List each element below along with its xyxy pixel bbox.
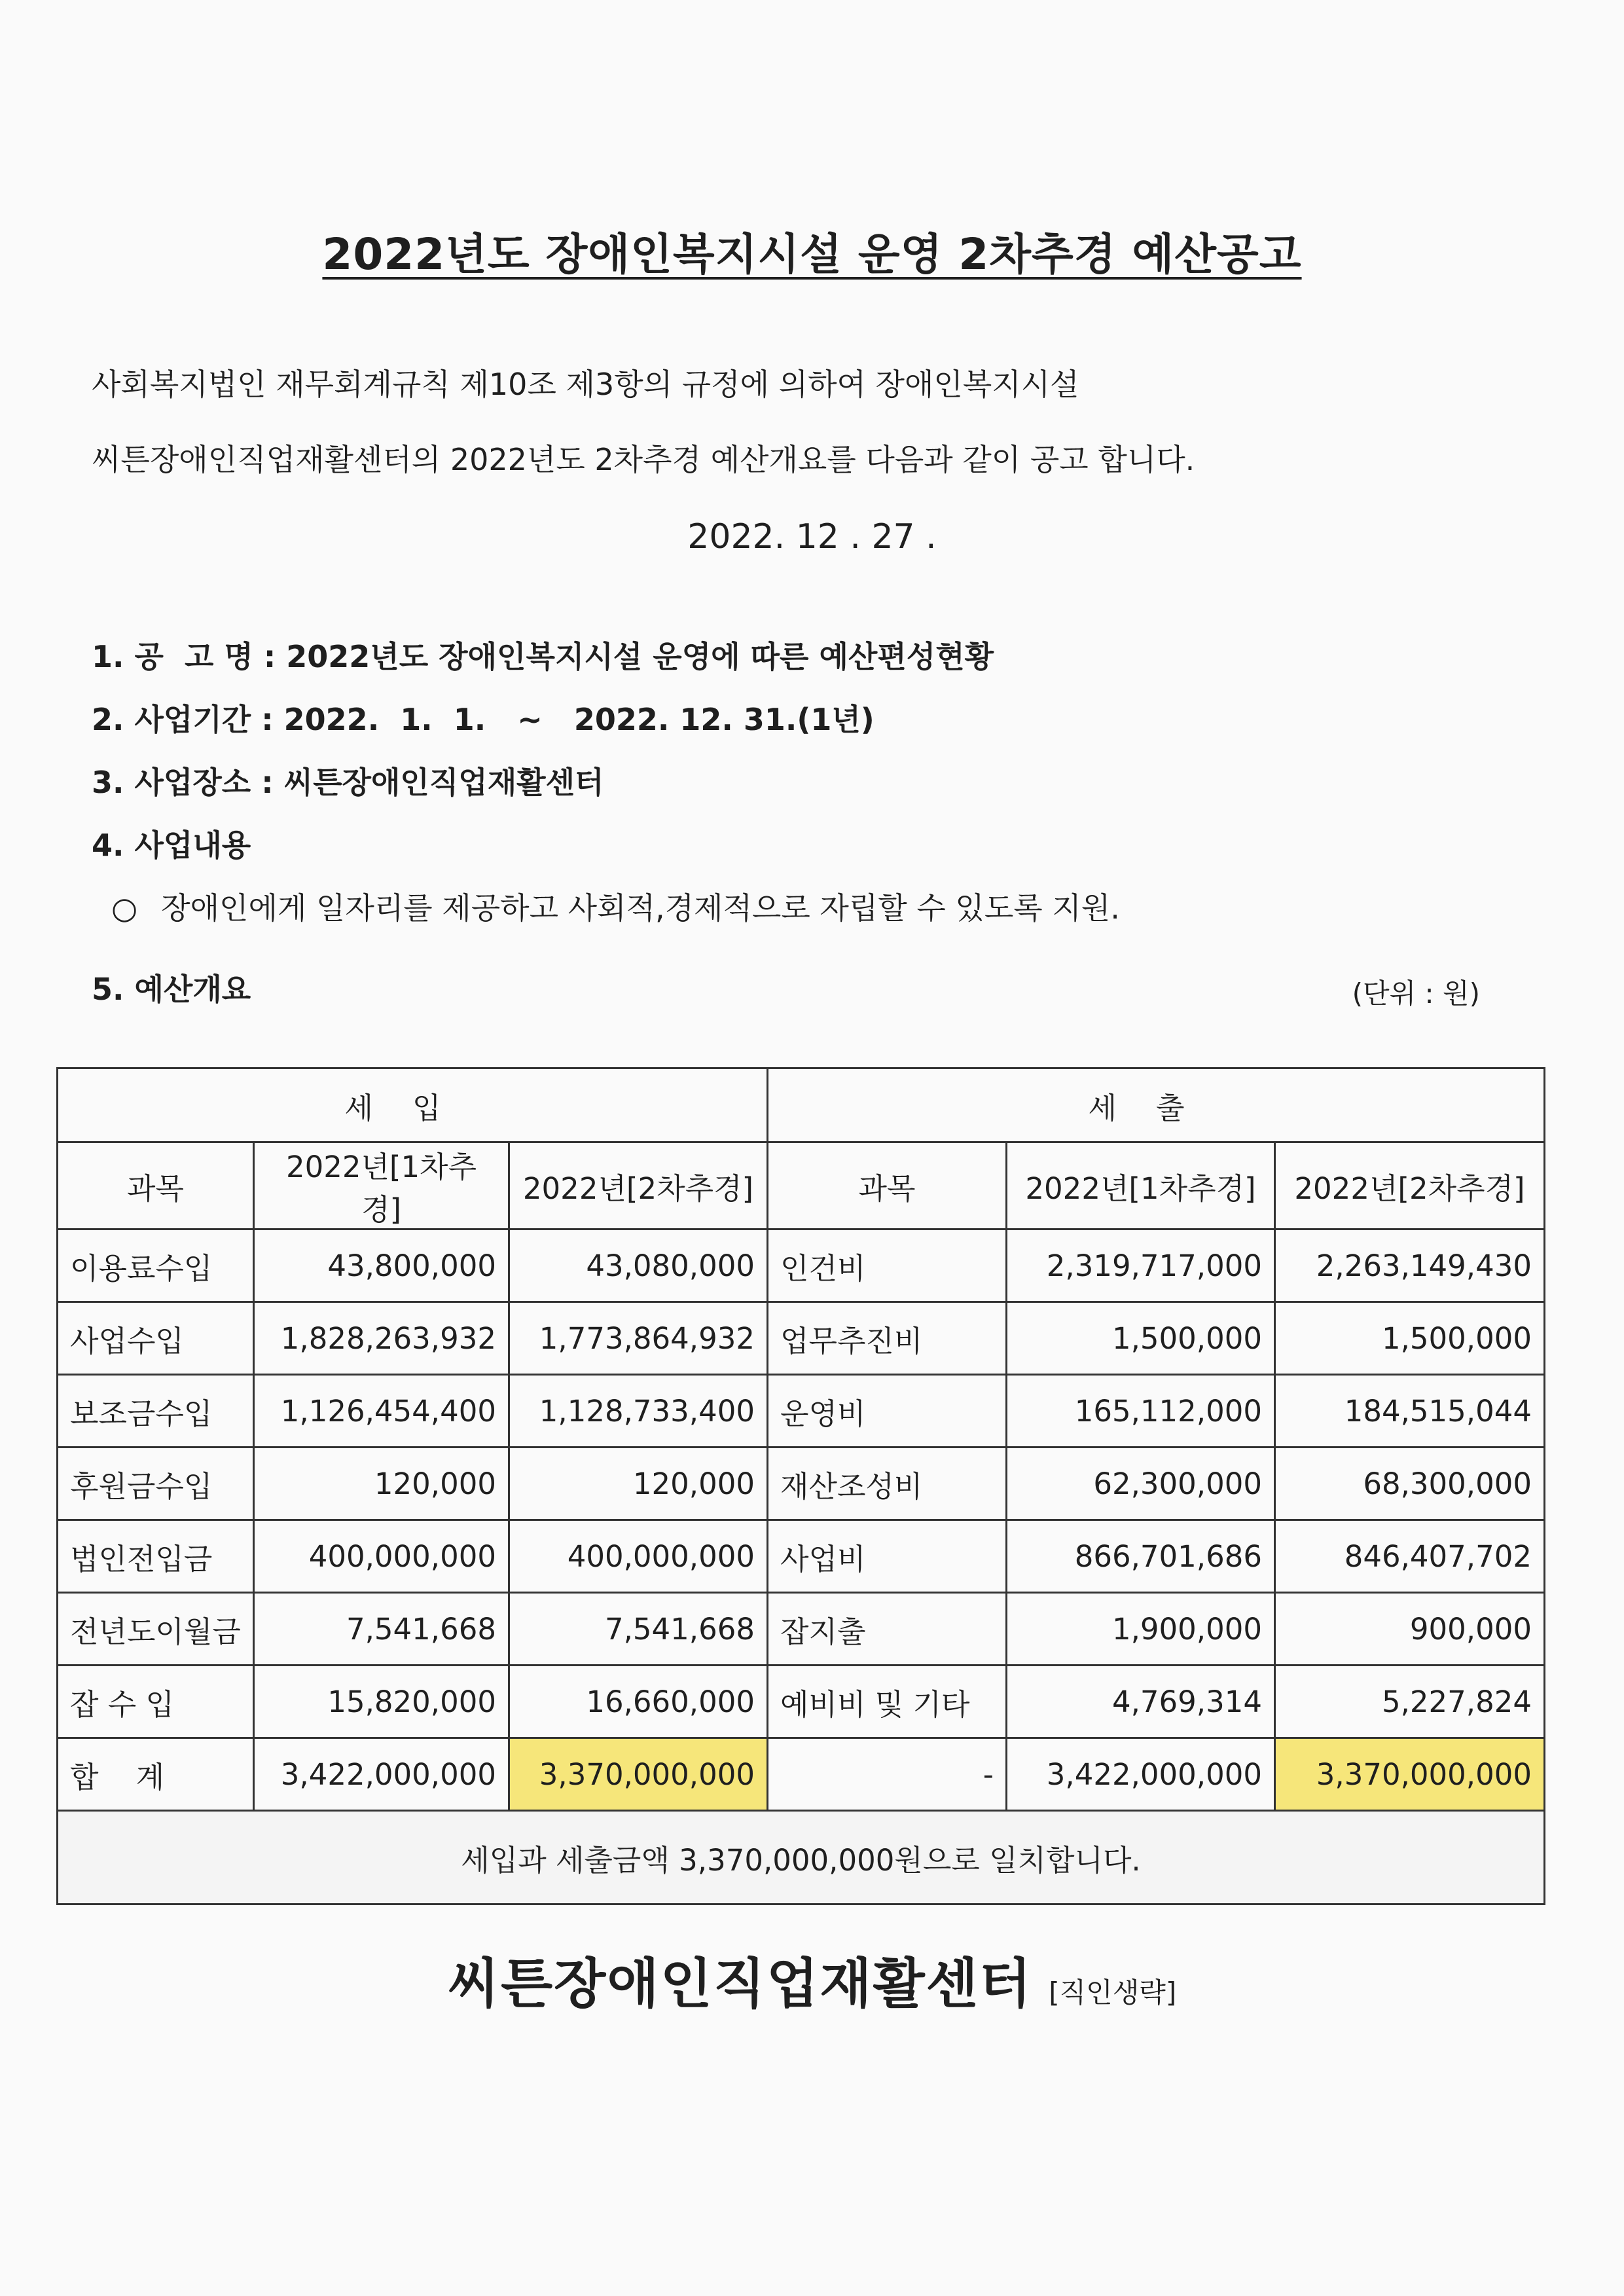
notice-date: 2022. 12 . 27 . bbox=[687, 517, 937, 556]
revenue-header: 세입 bbox=[58, 1068, 768, 1142]
rev-second-cell: 400,000,000 bbox=[509, 1520, 768, 1593]
rev-first-cell: 43,800,000 bbox=[254, 1230, 509, 1302]
table-row bbox=[58, 1593, 1545, 1666]
exp-first-cell: 2,319,717,000 bbox=[1007, 1230, 1275, 1302]
exp-total-dash: - bbox=[768, 1738, 1007, 1811]
exp-name-cell: 잡지출 bbox=[768, 1593, 1007, 1666]
table-total-row bbox=[58, 1738, 1545, 1811]
table-group-header-row bbox=[58, 1068, 1545, 1142]
organization-signature bbox=[0, 1941, 1624, 2018]
rev-first-cell: 400,000,000 bbox=[254, 1520, 509, 1593]
rev-name-cell: 후원금수입 bbox=[58, 1448, 254, 1520]
content-bullet bbox=[92, 877, 1120, 939]
rev-second-cell: 1,773,864,932 bbox=[509, 1302, 768, 1375]
item-business-content: 4. 사업내용 bbox=[92, 828, 251, 863]
rev-name-cell: 잡 수 입 bbox=[58, 1666, 254, 1738]
exp-second-cell: 1,500,000 bbox=[1275, 1302, 1545, 1375]
exp-first-cell: 62,300,000 bbox=[1007, 1448, 1275, 1520]
rev-total-first: 3,422,000,000 bbox=[254, 1738, 509, 1811]
total-label: 합 계 bbox=[58, 1738, 254, 1811]
exp-first-cell: 1,500,000 bbox=[1007, 1302, 1275, 1375]
item-business-location: 3. 사업장소 : 씨튼장애인직업재활센터 bbox=[92, 765, 604, 800]
budget-table bbox=[56, 1067, 1545, 1905]
notice-items bbox=[92, 625, 1120, 939]
rev-first-cell: 1,126,454,400 bbox=[254, 1375, 509, 1448]
exp-first-cell: 866,701,686 bbox=[1007, 1520, 1275, 1593]
table-row bbox=[58, 1666, 1545, 1738]
unit-label: (단위 : 원) bbox=[1352, 977, 1480, 1010]
exp-second-cell: 68,300,000 bbox=[1275, 1448, 1545, 1520]
rev-total-second: 3,370,000,000 bbox=[509, 1738, 768, 1811]
exp-second-cell: 2,263,149,430 bbox=[1275, 1230, 1545, 1302]
exp-name-cell: 재산조성비 bbox=[768, 1448, 1007, 1520]
rev-first-header: 2022년[1차추경] bbox=[254, 1142, 509, 1230]
table-footer-note: 세입과 세출금액 3,370,000,000원으로 일치합니다. bbox=[58, 1811, 1545, 1904]
rev-second-cell: 120,000 bbox=[509, 1448, 768, 1520]
table-footer-row bbox=[58, 1811, 1545, 1904]
rev-second-cell: 16,660,000 bbox=[509, 1666, 768, 1738]
exp-first-cell: 4,769,314 bbox=[1007, 1666, 1275, 1738]
table-row bbox=[58, 1375, 1545, 1448]
exp-name-cell: 운영비 bbox=[768, 1375, 1007, 1448]
rev-name-cell: 전년도이월금 bbox=[58, 1593, 254, 1666]
rev-second-header: 2022년[2차추경] bbox=[509, 1142, 768, 1230]
exp-second-cell: 900,000 bbox=[1275, 1593, 1545, 1666]
expense-header: 세출 bbox=[768, 1068, 1545, 1142]
exp-second-header: 2022년[2차추경] bbox=[1275, 1142, 1545, 1230]
exp-second-cell: 5,227,824 bbox=[1275, 1666, 1545, 1738]
intro-line-1: 사회복지법인 재무회계규칙 제10조 제3항의 규정에 의하여 장애인복지시설 bbox=[92, 367, 1079, 402]
intro-line-2: 씨튼장애인직업재활센터의 2022년도 2차추경 예산개요를 다음과 같이 공고 합니다. bbox=[92, 442, 1195, 477]
exp-second-cell: 184,515,044 bbox=[1275, 1375, 1545, 1448]
table-row bbox=[58, 1448, 1545, 1520]
content-bullet-text: 장애인에게 일자리를 제공하고 사회적,경제적으로 자립할 수 있도록 지원. bbox=[161, 890, 1120, 926]
exp-name-cell: 사업비 bbox=[768, 1520, 1007, 1593]
exp-first-cell: 1,900,000 bbox=[1007, 1593, 1275, 1666]
table-row bbox=[58, 1520, 1545, 1593]
exp-second-cell: 846,407,702 bbox=[1275, 1520, 1545, 1593]
table-column-header-row bbox=[58, 1142, 1545, 1230]
rev-name-cell: 이용료수입 bbox=[58, 1230, 254, 1302]
exp-name-cell: 업무추진비 bbox=[768, 1302, 1007, 1375]
exp-first-cell: 165,112,000 bbox=[1007, 1375, 1275, 1448]
rev-second-cell: 1,128,733,400 bbox=[509, 1375, 768, 1448]
table-row bbox=[58, 1302, 1545, 1375]
exp-subject-header: 과목 bbox=[768, 1142, 1007, 1230]
exp-name-cell: 예비비 및 기타 bbox=[768, 1666, 1007, 1738]
rev-subject-header: 과목 bbox=[58, 1142, 254, 1230]
exp-total-first: 3,422,000,000 bbox=[1007, 1738, 1275, 1811]
exp-name-cell: 인건비 bbox=[768, 1230, 1007, 1302]
item-notice-name: 1. 공 고 명 : 2022년도 장애인복지시설 운영에 따른 예산편성현황 bbox=[92, 639, 994, 674]
document-title: 2022년도 장애인복지시설 운영 2차추경 예산공고 bbox=[322, 229, 1302, 280]
rev-first-cell: 7,541,668 bbox=[254, 1593, 509, 1666]
rev-first-cell: 15,820,000 bbox=[254, 1666, 509, 1738]
exp-total-second: 3,370,000,000 bbox=[1275, 1738, 1545, 1811]
rev-first-cell: 1,828,263,932 bbox=[254, 1302, 509, 1375]
item-business-period: 2. 사업기간 : 2022. 1. 1. ~ 2022. 12. 31.(1년) bbox=[92, 702, 875, 737]
section-budget-overview: 5. 예산개요 bbox=[92, 972, 251, 1007]
seal-omitted-note: [직인생략] bbox=[1049, 1977, 1177, 2009]
rev-name-cell: 보조금수입 bbox=[58, 1375, 254, 1448]
rev-second-cell: 7,541,668 bbox=[509, 1593, 768, 1666]
rev-name-cell: 법인전입금 bbox=[58, 1520, 254, 1593]
intro-paragraph bbox=[92, 347, 1195, 498]
circle-bullet-icon: ○ bbox=[111, 890, 138, 926]
exp-first-header: 2022년[1차추경] bbox=[1007, 1142, 1275, 1230]
table-row bbox=[58, 1230, 1545, 1302]
rev-name-cell: 사업수입 bbox=[58, 1302, 254, 1375]
rev-first-cell: 120,000 bbox=[254, 1448, 509, 1520]
rev-second-cell: 43,080,000 bbox=[509, 1230, 768, 1302]
organization-name: 씨튼장애인직업재활센터 bbox=[447, 1953, 1033, 2015]
